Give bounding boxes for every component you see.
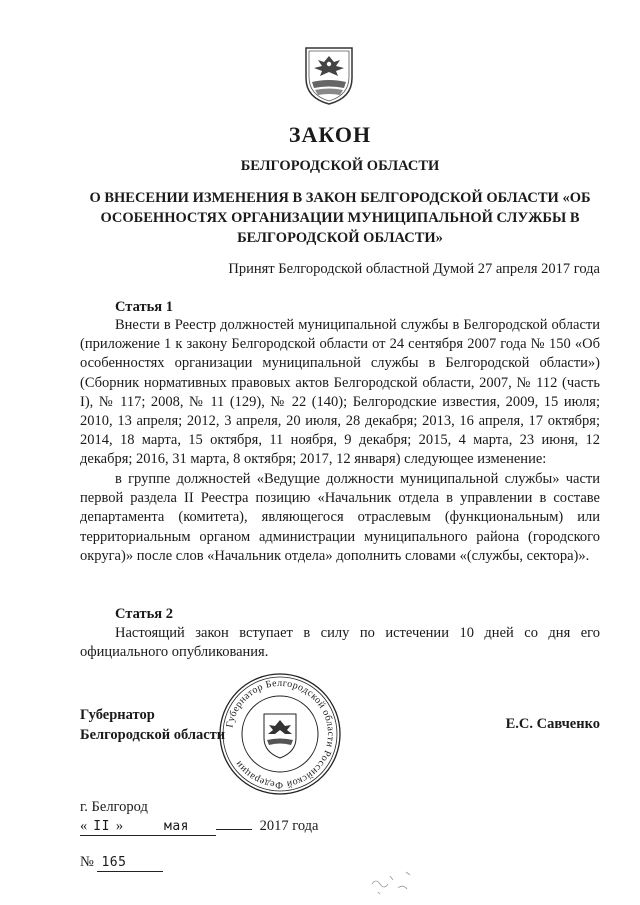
article-1-paragraph-1: Внести в Реестр должностей муниципальной службы в Белгородской области (приложение 1 к закону Белгородской области от 24 сентября 2007 года № 150 «Об особенностях организации муниципальной службы в Белгородской области») (Сборник нормативных правовых актов Белгородской области, 2007, № 112 (часть I), № 117; 2008, № 11 (129), № 22 (140); Белгородские известия, 2009, 15 июля; 2010, 13 апреля; 2012, 3 апреля, 20 июля, 28 декабря; 2013, 16 апреля, 17 октября; 2014, 18 марта, 15 октября, 11 ноября, 9 декабря; 2015, 4 марта, 23 июня, 12 декабря; 2016, 31 марта, 8 октября; 2017, 12 января) следующее изменение: bbox=[80, 317, 600, 468]
coat-of-arms-emblem bbox=[300, 44, 358, 106]
article-2-heading: Статья 2 bbox=[115, 606, 173, 622]
number-label: № bbox=[80, 854, 94, 870]
law-title: ЗАКОН bbox=[288, 122, 372, 147]
date-day-field bbox=[80, 818, 164, 836]
law-number bbox=[80, 854, 163, 872]
article-1-paragraph-2: в группе должностей «Ведущие должности муниципальной службы» части первой раздела II Реестра позицию «Начальник отдела в управлении в составе департамента (комитета), являющегося отраслевым (функциональным) или территориальным органом администрации муниципального района (городского округа)» после слов «Начальник отдела» дополнить словами «(службы, сектора)». bbox=[80, 471, 600, 564]
number-value: 165 bbox=[97, 855, 163, 872]
article-2-paragraph-1: Настоящий закон вступает в силу по истечении 10 дней со дня его официального опубликования. bbox=[80, 625, 600, 661]
law-region: БЕЛГОРОДСКОЙ ОБЛАСТИ bbox=[240, 158, 440, 174]
signatory-position-line-1: Губернатор bbox=[80, 707, 155, 723]
date-blank bbox=[216, 829, 252, 830]
date-day: II bbox=[93, 819, 110, 834]
signing-place: г. Белгород bbox=[80, 799, 148, 815]
signatory-position bbox=[80, 705, 225, 745]
article-1-heading: Статья 1 bbox=[115, 299, 173, 315]
law-subject: О ВНЕСЕНИИ ИЗМЕНЕНИЯ В ЗАКОН БЕЛГОРОДСКОЙ ОБЛАСТИ «ОБ ОСОБЕННОСТЯХ ОРГАНИЗАЦИИ МУНИЦИПАЛЬНОЙ СЛУЖБЫ В БЕЛГОРОДСКОЙ ОБЛАСТИ» bbox=[89, 190, 591, 246]
signatory-position-line-2: Белгородской области bbox=[80, 727, 226, 743]
signing-date bbox=[80, 818, 318, 836]
date-year: 2017 года bbox=[259, 818, 319, 834]
svg-text:Губернатор Белгородской област: Губернатор Белгородской области Российской Федерации bbox=[224, 677, 337, 791]
date-open-quote: « bbox=[80, 818, 88, 834]
official-seal-stamp bbox=[218, 672, 342, 796]
signatory-name: Е.С. Савченко bbox=[505, 716, 600, 732]
adoption-line: Принят Белгородской областной Думой 27 апреля 2017 года bbox=[228, 261, 600, 277]
date-close-quote: » bbox=[115, 818, 124, 834]
scan-noise-mark bbox=[368, 862, 418, 898]
date-month: мая bbox=[164, 819, 216, 836]
